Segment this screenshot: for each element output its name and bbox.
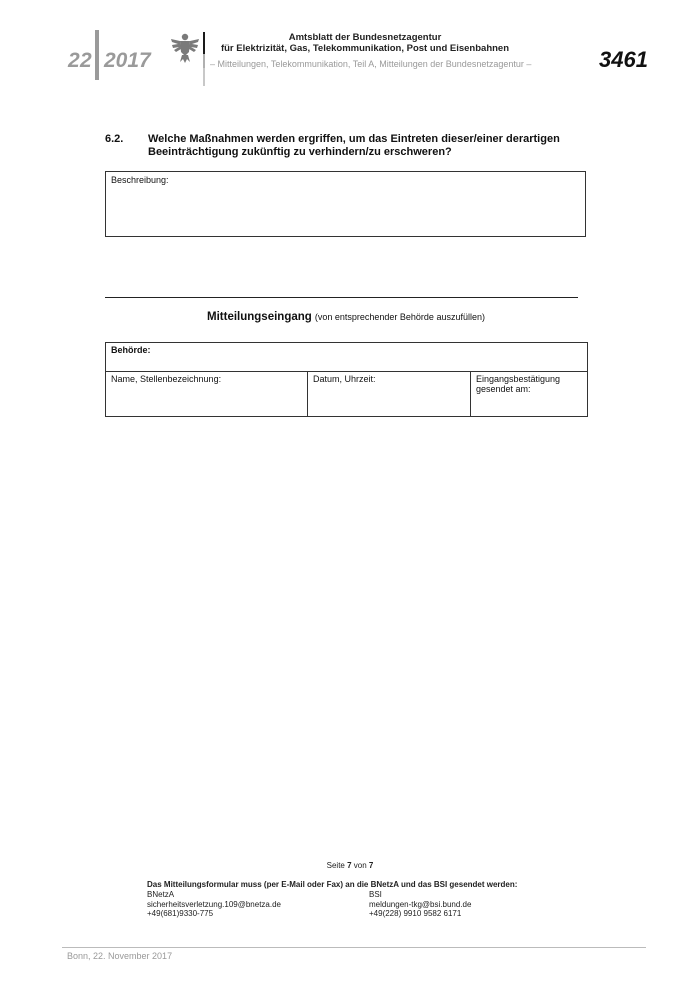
footer-divider xyxy=(62,947,646,948)
receipt-note: (von entsprechender Behörde auszufüllen) xyxy=(314,312,485,322)
date-time-field[interactable] xyxy=(308,372,471,416)
authority-label: Behörde: xyxy=(111,345,151,355)
issue-year: 2017 xyxy=(104,49,151,72)
journal-title-line1: Amtsblatt der Bundesnetzagentur xyxy=(288,32,442,43)
bnetza-name: BNetzA xyxy=(147,890,175,899)
page-total: 7 xyxy=(368,861,374,870)
authority-field[interactable] xyxy=(106,343,587,372)
federal-eagle-icon xyxy=(170,32,200,64)
bsi-email[interactable]: meldungen-tkg@bsi.bund.de xyxy=(369,899,472,909)
description-field[interactable] xyxy=(105,171,586,237)
page-current: 7 xyxy=(347,861,352,870)
journal-title xyxy=(215,32,515,54)
section-divider xyxy=(105,297,578,298)
journal-subtitle: – Mitteilungen, Telekommunikation, Teil A, Mitteilungen der Bundesnetzagentur – xyxy=(210,59,532,69)
bsi-phone: +49(228) 9910 9582 6171 xyxy=(369,909,462,918)
receipt-heading xyxy=(105,311,587,323)
journal-title-line2: für Elektrizität, Gas, Telekommunikation, Post und Eisenbahnen xyxy=(220,43,510,54)
confirmation-label: Eingangsbestätigung gesendet am: xyxy=(476,374,561,394)
date-time-label: Datum, Uhrzeit: xyxy=(313,374,376,384)
bnetza-phone: +49(681)9330-775 xyxy=(147,909,214,918)
bnetza-contact xyxy=(147,890,281,919)
bsi-name: BSI xyxy=(369,890,382,899)
issue-number: 22 xyxy=(68,49,92,72)
question-text: Welche Maßnahmen werden ergriffen, um das Eintreten dieser/einer derartigen Beeinträchtigung zukünftig zu verhindern/zu erschweren? xyxy=(148,133,560,158)
page-mid: von xyxy=(353,861,367,870)
question-number: 6.2. xyxy=(105,133,124,145)
place-date: Bonn, 22. November 2017 xyxy=(67,951,173,961)
issue-divider xyxy=(95,30,99,80)
page-prefix: Seite xyxy=(326,861,345,870)
name-field[interactable] xyxy=(106,372,308,416)
bnetza-email[interactable]: sicherheitsverletzung.109@bnetza.de xyxy=(147,899,281,909)
header-color-strip xyxy=(203,54,205,68)
confirmation-field[interactable] xyxy=(471,372,587,416)
receipt-table xyxy=(105,342,588,417)
header-color-strip xyxy=(203,68,205,86)
receipt-title: Mitteilungseingang xyxy=(207,311,312,323)
page-indicator xyxy=(0,861,700,870)
name-label: Name, Stellenbezeichnung: xyxy=(111,374,222,384)
page-number: 3461 xyxy=(599,47,648,72)
description-label: Beschreibung: xyxy=(111,175,169,185)
submission-instruction: Das Mitteilungsformular muss (per E-Mail oder Fax) an die BNetzA und das BSI gesendet werden: xyxy=(147,880,518,889)
bsi-contact xyxy=(369,890,471,919)
